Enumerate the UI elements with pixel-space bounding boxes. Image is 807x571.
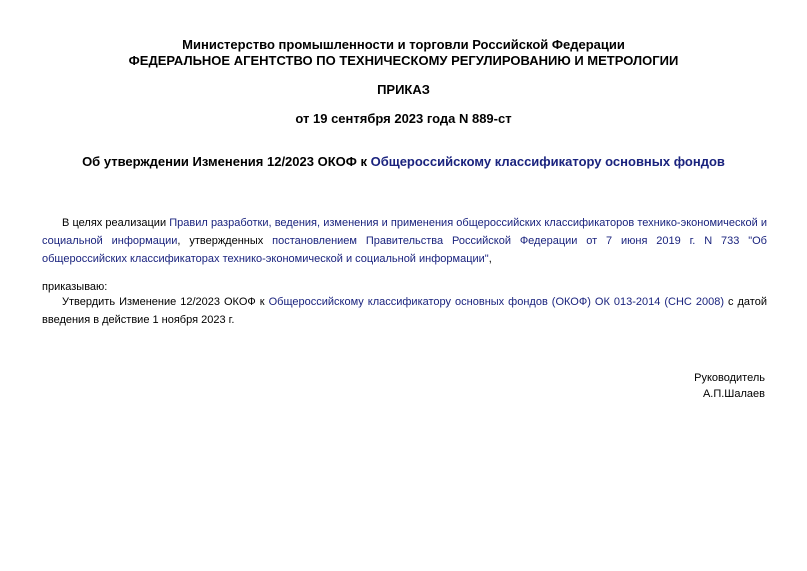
signature-name: А.П.Шалаев	[702, 388, 765, 400]
preamble-text-2: , утвержденных	[177, 235, 273, 247]
order-paragraph	[42, 293, 767, 329]
order-text-2: с датой введения в действие 1 ноября 2023 г.	[42, 296, 767, 326]
rules-link[interactable]: Правил разработки, ведения, изменения и применения общероссийских классификаторов технико-экономической и социальной информации	[42, 217, 767, 247]
signature-position: Руководитель	[694, 372, 765, 384]
okof-classifier-link[interactable]: Общероссийскому классификатору основных фондов (ОКОФ) ОК 013-2014 (СНС 2008)	[268, 296, 724, 308]
document-title	[0, 154, 807, 170]
preamble-text-3: ,	[488, 253, 492, 265]
title-prefix: Об утверждении Изменения 12/2023 ОКОФ к	[82, 154, 371, 169]
order-word: приказываю:	[42, 281, 108, 293]
preamble-text-1: В целях реализации	[62, 217, 170, 229]
document-type: ПРИКАЗ	[377, 82, 430, 97]
order-text-1: Утвердить Изменение 12/2023 ОКОФ к	[62, 296, 269, 308]
preamble-paragraph	[42, 214, 767, 268]
ministry-name: Министерство промышленности и торговли Российской Федерации	[182, 37, 625, 52]
document-date-number: от 19 сентября 2023 года N 889-ст	[295, 111, 512, 126]
government-decree-link[interactable]: постановлением Правительства Российской Федерации от 7 июня 2019 г. N 733 "Об общероссийских классификаторах технико-экономической и социальной информации"	[42, 235, 767, 265]
agency-name: ФЕДЕРАЛЬНОЕ АГЕНТСТВО ПО ТЕХНИЧЕСКОМУ РЕГУЛИРОВАНИЮ И МЕТРОЛОГИИ	[128, 53, 679, 68]
title-classifier-link[interactable]: Общероссийскому классификатору основных фондов	[370, 154, 725, 169]
